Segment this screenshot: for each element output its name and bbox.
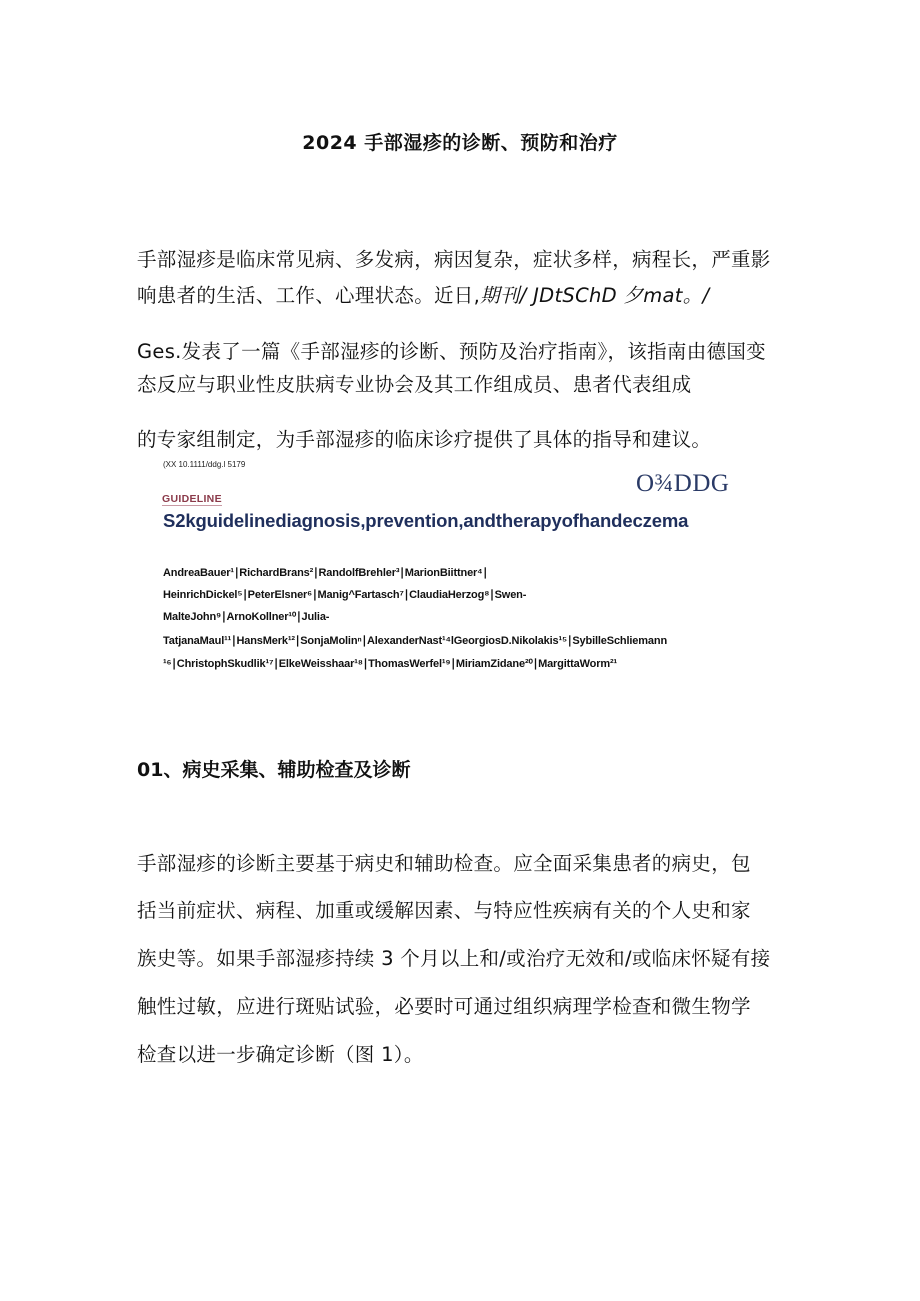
section-line: 族史等。如果手部湿疹持续 3 个月以上和/或治疗无效和/或临床怀疑有接 [137, 947, 771, 970]
section-line: 手部湿疹的诊断主要基于病史和辅助检查。应全面采集患者的病史，包 [137, 852, 751, 875]
document-title: 2024 手部湿疹的诊断、预防和治疗 [302, 132, 618, 154]
journal-logo: O¾DDG [636, 470, 730, 497]
paper-title: S2kguidelinediagnosis,prevention,andtherapyofhandeczema [163, 510, 689, 531]
section-heading: 01、病史采集、辅助检查及诊断 [137, 759, 411, 781]
author-line: AndreaBauer¹∣RichardBrans²∣RandolfBrehler³∣MarionBiittner⁴∣ [163, 567, 488, 579]
section-line: 触性过敏，应进行斑贴试验，必要时可通过组织病理学检查和微生物学 [137, 995, 751, 1018]
intro-line-2-text: 响患者的生活、工作、心理状态。近日, [137, 284, 481, 307]
section-line: 括当前症状、病程、加重或缓解因素、与特应性疾病有关的个人史和家 [137, 899, 751, 922]
paper-doi: (XX 10.1111/ddg.l 5179 [163, 460, 246, 469]
paper-type-label: GUIDELINE [162, 493, 222, 505]
author-line: MalteJohn⁹∣ArnoKollner¹⁰∣Julia- [163, 611, 330, 623]
intro-line-1: 手部湿疹是临床常见病、多发病，病因复杂，症状多样，病程长，严重影 [137, 248, 771, 271]
intro-line-3: Ges.发表了一篇《手部湿疹的诊断、预防及治疗指南》，该指南由德国变 [137, 340, 766, 363]
intro-line-5: 的专家组制定，为手部湿疹的临床诊疗提供了具体的指导和建议。 [137, 428, 712, 451]
intro-line-4: 态反应与职业性皮肤病专业协会及其工作组成员、患者代表组成 [137, 373, 692, 396]
author-line: HeinrichDickel⁵∣PeterElsner⁶∣Manig^Fartasch⁷∣ClaudiaHerzog⁸∣Swen- [163, 589, 527, 601]
intro-line-2 [137, 283, 797, 309]
journal-citation: 期刊/ JDtSChD 夕mat。/ [480, 284, 710, 307]
author-line: ¹⁶∣ChristophSkudlik¹⁷∣ElkeWeisshaar¹⁸∣ThomasWerfel¹⁹∣MiriamZidane²⁰∣MargittaWorm²¹ [163, 658, 618, 670]
section-line: 检查以进一步确定诊断（图 1）。 [137, 1043, 424, 1066]
author-line: TatjanaMaul¹¹∣HansMerk¹²∣SonjaMolinⁿ∣AlexanderNast¹⁴lGeorgiosD.Nikolakis¹⁵∣SybilleSchliemann [163, 635, 668, 647]
